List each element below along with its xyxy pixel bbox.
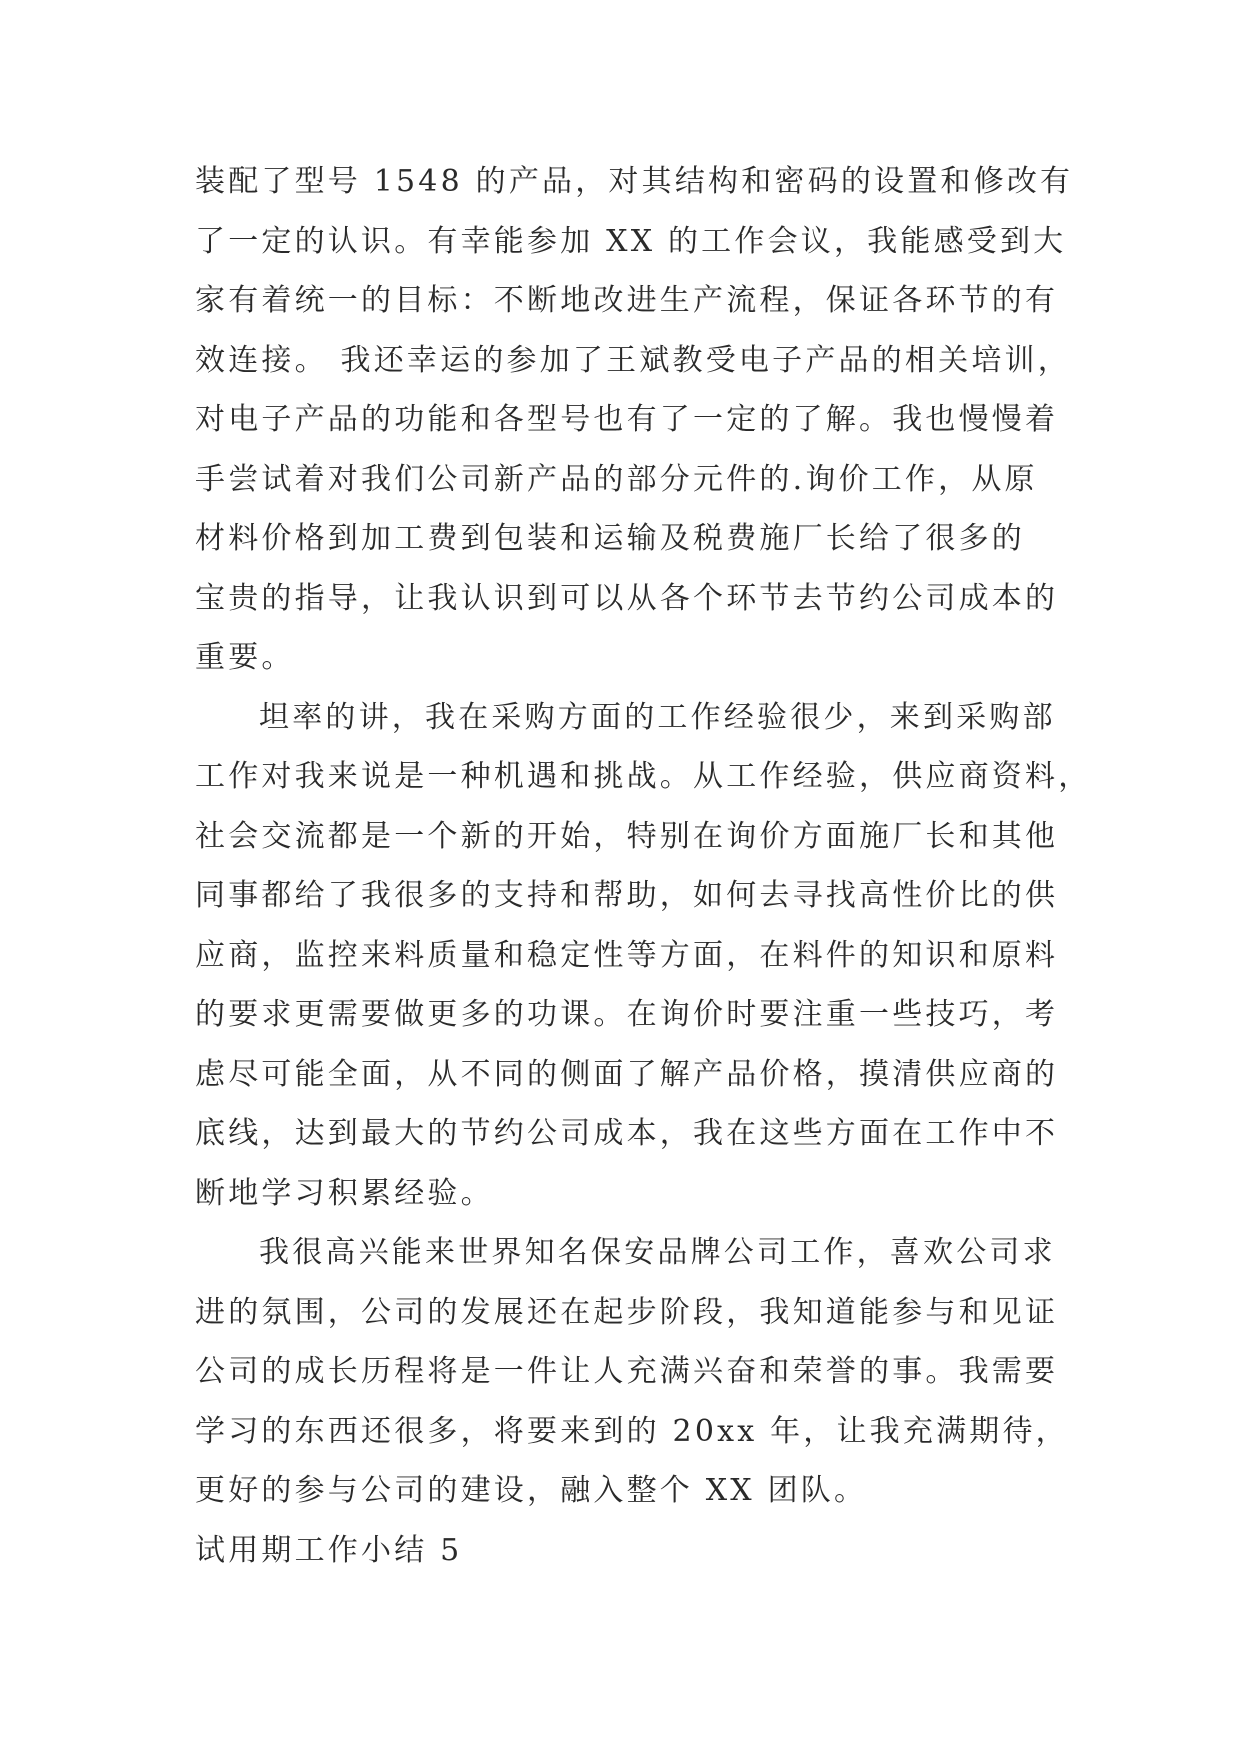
text-line: 重要。 [195, 640, 295, 675]
text-line: 公司的成长历程将是一件让人充满兴奋和荣誉的事。我需要 [195, 1354, 1059, 1389]
text-line: 家有着统一的目标：不断地改进生产流程，保证各环节的有 [195, 283, 1059, 318]
text-line: 底线，达到最大的节约公司成本，我在这些方面在工作中不 [195, 1116, 1059, 1151]
text-line: 更好的参与公司的建设，融入整个 XX 团队。 [195, 1473, 868, 1508]
text-line: 工作对我来说是一种机遇和挑战。从工作经验，供应商资料， [195, 759, 1092, 794]
text-line: 社会交流都是一个新的开始，特别在询价方面施厂长和其他 [195, 818, 1059, 854]
text-line: 应商，监控来料质量和稳定性等方面，在料件的知识和原料 [195, 937, 1059, 973]
paragraph-3 [195, 1223, 1069, 1521]
paragraph-1 [195, 152, 1074, 688]
text-line-indented: 坦率的讲，我在采购方面的工作经验很少，来到采购部 [259, 699, 1056, 735]
text-line: 的要求更需要做更多的功课。在询价时要注重一些技巧，考 [195, 997, 1059, 1032]
document-body [195, 152, 1092, 1580]
text-line: 宝贵的指导，让我认识到可以从各个环节去节约公司成本的 [195, 580, 1059, 616]
text-line-indented: 我很高兴能来世界知名保安品牌公司工作，喜欢公司求 [259, 1235, 1056, 1270]
text-line: 同事都给了我很多的支持和帮助，如何去寻找高性价比的供 [195, 878, 1059, 913]
text-line: 材料价格到加工费到包装和运输及税费施厂长给了很多的 [195, 521, 1025, 556]
text-line: 断地学习积累经验。 [195, 1175, 494, 1211]
text-line: 学习的东西还很多，将要来到的 20xx 年，让我充满期待， [195, 1413, 1069, 1449]
section-heading: 试用期工作小结 5 [195, 1532, 463, 1568]
text-line: 对电子产品的功能和各型号也有了一定的了解。我也慢慢着 [195, 402, 1059, 437]
text-line: 效连接。 我还幸运的参加了王斌教受电子产品的相关培训， [195, 342, 1071, 378]
text-line: 手尝试着对我们公司新产品的部分元件的.询价工作，从原 [195, 461, 1038, 497]
text-line: 进的氛围，公司的发展还在起步阶段，我知道能参与和见证 [195, 1294, 1059, 1330]
text-line: 虑尽可能全面，从不同的侧面了解产品价格，摸清供应商的 [195, 1056, 1059, 1092]
text-line: 装配了型号 1548 的产品，对其结构和密码的设置和修改有 [195, 164, 1074, 199]
text-line: 了一定的认识。有幸能参加 XX 的工作会议，我能感受到大 [195, 223, 1067, 259]
paragraph-2 [195, 688, 1092, 1224]
